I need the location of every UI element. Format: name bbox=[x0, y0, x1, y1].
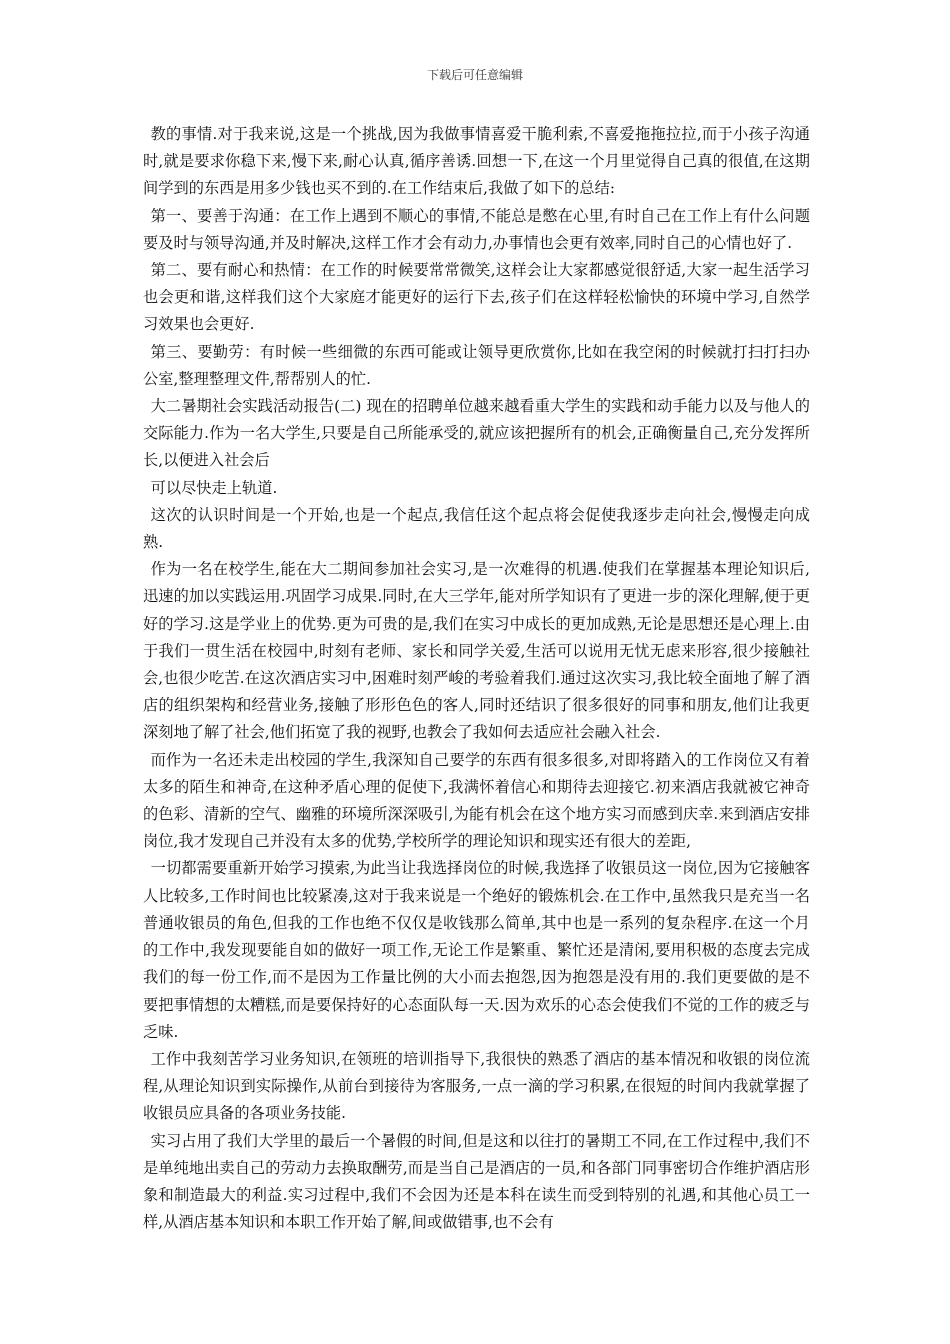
paragraph-8: 作为一名在校学生,能在大二期间参加社会实习,是一次难得的机遇.使我们在掌握基本理论知识后,迅速的加以实践运用.巩固学习成果.同时,在大三学年,能对所学知识有了更进一步的深化理解,便于更好的学习.这是学业上的优势.更为可贵的是,我们在实习中成长的更加成熟,无论是思想还是心理上.由于我们一贯生活在校园中,时刻有老师、家长和同学关爱,生活可以说用无忧无虑来形容,很少接触社会,也很少吃苦.在这次酒店实习中,困难时刻严峻的考验着我们.通过这次实习,我比较全面地了解了酒店的组织架构和经营业务,接触了形形色色的客人,同时还结识了很多很好的同事和朋友,他们让我更深刻地了解了社会,他们拓宽了我的视野,也教会了我如何去适应社会融入社会. bbox=[143, 560, 810, 742]
paragraph-6: 可以尽快走上轨道. bbox=[150, 478, 278, 497]
paragraph-3: 第二、要有耐心和热情：在工作的时候要常常微笑,这样会让大家都感觉很舒适,大家一起生活学习也会更和谐,这样我们这个大家庭才能更好的运行下去,孩子们在这样轻松愉快的环境中学习,自然学习效果也会更好. bbox=[143, 261, 810, 334]
paragraph-2: 第一、要善于沟通：在工作上遇到不顺心的事情,不能总是憋在心里,有时自己在工作上有什么问题要及时与领导沟通,并及时解决,这样工作才会有动力,办事情也会更有效率,同时自己的心情也好了. bbox=[143, 206, 810, 252]
page-header: 下载后可任意编辑 bbox=[426, 68, 523, 82]
paragraph-11: 工作中我刻苦学习业务知识,在领班的培训指导下,我很快的熟悉了酒店的基本情况和收银的岗位流程,从理论知识到实际操作,从前台到接待为客服务,一点一滴的学习积累,在很短的时间内我就掌握了收银员应具备的各项业务技能. bbox=[143, 1049, 810, 1123]
document-body bbox=[143, 121, 810, 1236]
paragraph-10: 一切都需要重新开始学习摸索,为此当让我选择岗位的时候,我选择了收银员这一岗位,因为它接触客人比较多,工作时间也比较紧凑,这对于我来说是一个绝好的锻炼机会.在工作中,虽然我只是充当一名普通收银员的角色,但我的工作也绝不仅仅是收钱那么简单,其中也是一系列的复杂程序.在这一个月的工作中,我发现要能自如的做好一项工作,无论工作是繁重、繁忙还是清闲,要用积极的态度去完成我们的每一份工作,而不是因为工作量比例的大小而去抱怨,因为抱怨是没有用的.我们更要做的是不要把事情想的太糟糕,而是要保持好的心态面队每一天.因为欢乐的心态会使我们不觉的工作的疲乏与乏味. bbox=[143, 859, 810, 1041]
paragraph-9: 而作为一名还未走出校园的学生,我深知自己要学的东西有很多很多,对即将踏入的工作岗位又有着太多的陌生和神奇,在这种矛盾心理的促使下,我满怀着信心和期待去迎接它.初来酒店我就被它神奇的色彩、清新的空气、幽雅的环境所深深吸引,为能有机会在这个地方实习而感到庆幸.来到酒店安排岗位,我才发现自己并没有太多的优势,学校所学的理论知识和现实还有很大的差距, bbox=[143, 750, 810, 851]
paragraph-1: 教的事情.对于我来说,这是一个挑战,因为我做事情喜爱干脆利索,不喜爱拖拖拉拉,而于小孩子沟通时,就是要求你稳下来,慢下来,耐心认真,循序善诱.回想一下,在这一个月里觉得自己真的很值,在这期间学到的东西是用多少钱也买不到的.在工作结束后,我做了如下的总结: bbox=[143, 125, 810, 198]
paragraph-7: 这次的认识时间是一个开始,也是一个起点,我信任这个起点将会促使我逐步走向社会,慢慢走向成熟. bbox=[143, 505, 810, 552]
paragraph-4: 第三、要勤劳：有时候一些细微的东西可能或让领导更欣赏你,比如在我空闲的时候就打扫打扫办公室,整理整理文件,帮帮别人的忙. bbox=[143, 342, 810, 388]
paragraph-12: 实习占用了我们大学里的最后一个暑假的时间,但是这和以往打的暑期工不同,在工作过程中,我们不是单纯地出卖自己的劳动力去换取酬劳,而是当自己是酒店的一员,和各部门同事密切合作维护酒店形象和制造最大的利益.实习过程中,我们不会因为还是本科在读生而受到特别的礼遇,和其他心员工一样,从酒店基本知识和本职工作开始了解,间或做错事,也不会有 bbox=[143, 1131, 810, 1232]
paragraph-5: 大二暑期社会实践活动报告(二) 现在的招聘单位越来越看重大学生的实践和动手能力以及与他人的交际能力.作为一名大学生,只要是自己所能承受的,就应该把握所有的机会,正确衡量自己,充分发挥所长,以便进入社会后 bbox=[143, 397, 810, 470]
